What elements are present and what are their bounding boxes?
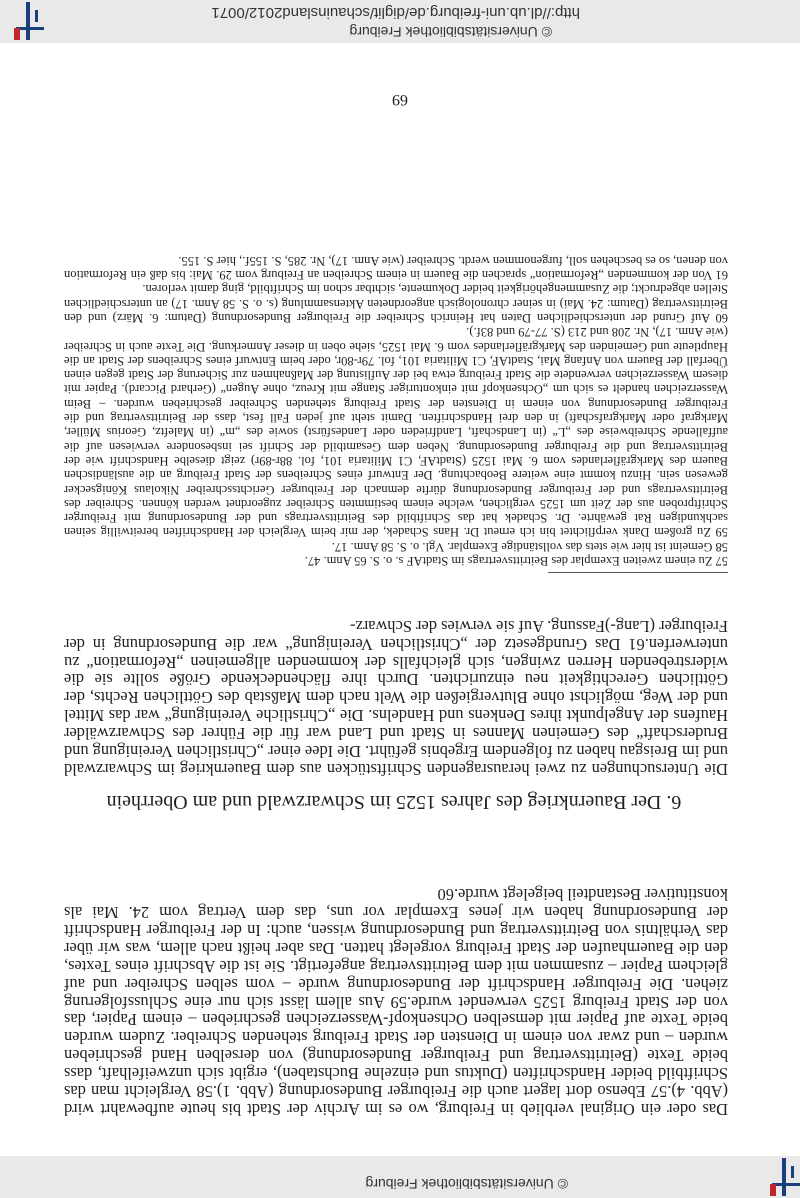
footnotes xyxy=(64,253,728,568)
footer-copyright: © Universitätsbibliothek Freiburg xyxy=(365,1176,568,1192)
footnote-59: 59 Zu großem Dank verpflichtet bin ich erneut Dr. Hans Schadek, der mir beim Vergleich der Handschriften bereitwillig seinen sachkundigen Rat gewährte. Dr. Schadek hat das Schriftbild des Beitrittsvertrags und der Bundesordnung mit Freiburger Schriftproben aus der Zeit um 1525 verglichen, welche einem bestimmten Schreiber zugeordnet werden können. Schreiber des Beitrittsvertrags und der Freiburger Bundesordnung dürfte demnach der Freiburger Gerichtsschreiber Nikolaus Königsecker gewesen sein. Hinzu kommt eine weitere Beobachtung. Der Entwurf eines Schreibens der Stadt Freiburg an die ausländischen Bauern des Markgräflerlandes vom 6. Mai 1525 (StadtAF, C1 Militaria 101, fol. 88r-89r) zeigt dieselbe Handschrift wie der Beitrittsvertrag und die Freiburger Bundesordnung. Neben dem Gesamtbild der Schrift sei insbesondere verwiesen auf die auffallende Schreibweise des „L“ (in Landschaft, Landfrieden oder Landesfürst) sowie des „m“ (in Maleftz, Georius Müller, Markgraf oder Markgrafschaft) in den drei Handschriften. Damit steht auf jeden Fall fest, dass der Beitrittsvertrag und die Freiburger Bundesordnung von einem in Diensten der Stadt Freiburg stehenden Schreiber geschrieben wurden. – Beim Wasserzeichen handelt es sich um „Ochsenkopf mit einkonturiger Stange mit Kreuz, ohne Augen“ (Gerhard Piccard). Papier mit diesem Wasserzeichen verwendete die Stadt Freiburg etwa bei der Auflistung der Maßnahmen zur Sicherung der Stadt gegen einen Überfall der Bauern von Anfang Mai, StadtAF, C1 Militaria 101, fol. 79r-80r, oder beim Entwurf eines Schreibens der Stadt an die Hauptleute und Gemeinden des Markgräflerlandes vom 6. Mai 1525, siehe oben in dieser Anmerkung. Die Texte auch in Schreiber (wie Anm. 17), Nr. 208 und 213 (S. 77-79 und 83f.). xyxy=(64,325,728,540)
university-logo-icon xyxy=(0,2,44,40)
paragraph-text: Das oder ein Original verblieb in Freiburg, wo es im Archiv der Stadt bis heute aufbewahrt wird (Abb. 4).57 Ebenso dort lagert auch die Freiburger Bundesordnung (Abb. 1).58 Vergleicht man das Schriftbild beider Handschriften (Duktus und einzelne Buchstaben), ergibt sich unzweifelhaft, dass beide Texte (Beitrittsvertrag und Freiburger Bundesordnung) von derselben Hand geschrieben wurden – und zwar von einem in Diensten der Stadt Freiburg stehenden Schreiber. Zudem wurden beide Texte auf Papier mit demselben Ochsenkopf-Wasserzeichen geschrieben – einem Papier, das von der Stadt Freiburg 1525 verwendet wurde.59 Aus allem lässt sich nur eine Schlussfolgerung ziehen. Die Freiburger Handschrift der Bundesordnung wurde – vom selben Schreiber und auf gleichem Papier – zusammen mit dem Beitrittsvertrag angefertigt. Sie ist die Abschrift eines Textes, den die Bauernhaufen der Stadt Freiburg vorgelegt hatten. Das aber heißt nach allem, was wir über das Verhältnis von Beitrittsvertrag und Bundesordnung wissen, auch: In der Freiburger Handschrift der Bundesordnung haben wir jenes Exemplar vor uns, das dem Vertrag vom 24. Mai als konstitutiver Bestandteil beigelegt wurde.60 xyxy=(64,885,728,1119)
body-paragraph-2 xyxy=(64,617,728,778)
footnote-divider xyxy=(548,572,728,573)
page-number: 69 xyxy=(392,91,408,108)
section-heading: 6. Der Bauernkrieg des Jahres 1525 im Schwarzwald und am Oberrhein xyxy=(106,791,682,813)
footnote-58: 58 Gemeint ist hier wie stets das vollständige Exemplar. Vgl. o. S. 58 Anm. 17. xyxy=(331,539,728,554)
university-logo-icon xyxy=(756,1158,800,1196)
footnote-61: 61 Von der kommenden „Reformation“ sprachen die Bauern in einem Schreiben an Freiburg vom 29. Mai: bis daß ein Reformation von denen, so es beschehen soll, furgenommen werdt. Schreiber (wie Anm. 17), Nr. 285, S. 155f., hier S. 155. xyxy=(64,253,728,283)
url-bar xyxy=(0,1156,800,1198)
body-paragraph-1 xyxy=(64,885,728,1118)
url-footer-bar xyxy=(0,0,800,43)
page-url-link[interactable]: http://dl.ub.uni-freiburg.de/diglit/schauinsland2012/0071 xyxy=(211,4,580,21)
paragraph-text: Die Untersuchungen zu zwei herausragenden Schriftstücken aus dem Bauernkrieg im Schwarzwald und im Breisgau haben zu folgendem Ergebnis geführt. Die Idee einer „Christlichen Vereinigung und Bruderschaft“ des Gemeinen Mannes in Stadt und Land war für die Führer des Schwarzwälder Haufens der Angelpunkt ihres Denkens und Handelns. Die „Christliche Vereinigung“ war das Mittel und der Weg, möglichst ohne Blutvergießen die Welt nach dem Maßstab des Göttlichen Rechts, der Göttlichen Gerechtigkeit neu einzurichten. Durch ihre flächendeckende Größe sollte sie die widerstrebenden Herren zwingen, sich gleichfalls der kommenden allgemeinen „Reformation“ zu unterwerfen.61 Das Grundgesetz der „Christlichen Vereinigung“ war die Bundesordnung in der Freiburger (Lang-)Fassung. Auf sie verwies der Schwarz- xyxy=(64,616,728,779)
footnote-60: 60 Auf Grund der unterschiedlichen Daten hat Heinrich Schreiber die Freiburger Bundesordnung (Datum: 6. März) und den Beitrittsvertrag (Datum: 24. Mai) in seiner chronologisch angeordneten Aktensammlung (s. o. S. 58 Anm. 17) an unterschiedlichen Stellen abgedruckt; die Zusammengehörigkeit beider Dokumente, sichtbar schon im Schriftbild, ging damit verloren. xyxy=(64,282,728,325)
header-copyright: © Universitätsbibliothek Freiburg xyxy=(349,24,552,40)
footnote-57: 57 Zu einem zweiten Exemplar des Beitrittsvertrags im StadtAF s. o. S. 65 Anm. 47. xyxy=(304,554,728,568)
